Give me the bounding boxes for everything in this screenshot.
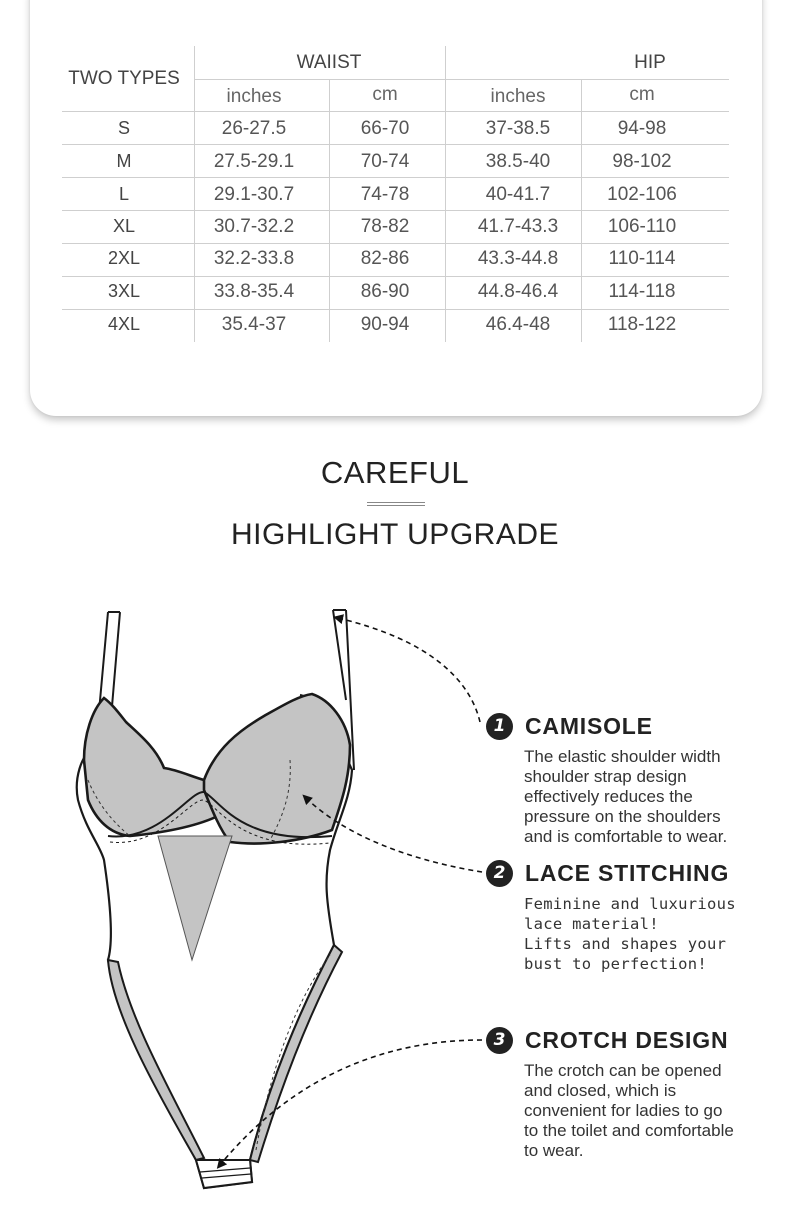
hip-inches-cell: 41.7-43.3 bbox=[477, 216, 559, 237]
careful-heading: CAREFUL bbox=[320, 455, 470, 490]
hip-inches-cell: 40-41.7 bbox=[485, 184, 551, 205]
heading-divider bbox=[367, 502, 425, 506]
waist-cm-cell: 86-90 bbox=[360, 281, 410, 302]
crotch-panel bbox=[196, 1160, 252, 1188]
size-chart-card bbox=[30, 0, 762, 416]
feature-title: CAMISOLE bbox=[525, 712, 653, 739]
waist-cm-cell: 70-74 bbox=[360, 151, 410, 172]
hip-inches-cell: 46.4-48 bbox=[485, 314, 551, 335]
waist-cm-cell: 82-86 bbox=[360, 248, 410, 269]
waist-cm-cell: 66-70 bbox=[360, 118, 410, 139]
size-cell: 4XL bbox=[107, 314, 141, 334]
hip-cm-cell: 98-102 bbox=[612, 151, 672, 172]
hip-cm-cell: 102-106 bbox=[607, 184, 677, 205]
feature-lace-stitching bbox=[486, 858, 776, 974]
table-corner-label: TWO TYPES bbox=[68, 68, 180, 89]
hip-cm-cell: 110-114 bbox=[608, 248, 676, 269]
feature-header bbox=[486, 711, 776, 741]
feature-description: The elastic shoulder width shoulder strap design effectively reduces the pressure on the shoulders and is comfortable to wear. bbox=[524, 747, 728, 846]
unit-header-hip-inches: inches bbox=[490, 86, 546, 107]
waist-inches-cell: 30.7-32.2 bbox=[213, 216, 295, 237]
feature-title: LACE STITCHING bbox=[525, 859, 730, 886]
size-cell: L bbox=[118, 184, 130, 204]
size-cell: S bbox=[117, 118, 131, 138]
unit-header-waist-inches: inches bbox=[226, 86, 282, 107]
waist-inches-cell: 29.1-30.7 bbox=[213, 184, 295, 205]
feature-crotch-design bbox=[486, 1025, 776, 1161]
feature-header bbox=[486, 858, 776, 888]
unit-header-hip-cm: cm bbox=[629, 84, 655, 105]
dashed-arrow-icon bbox=[338, 618, 480, 722]
hip-inches-cell: 44.8-46.4 bbox=[477, 281, 559, 302]
hip-cm-cell: 114-118 bbox=[608, 281, 676, 302]
waist-cm-cell: 74-78 bbox=[360, 184, 410, 205]
hip-inches-cell: 37-38.5 bbox=[485, 118, 551, 139]
hip-inches-cell: 43.3-44.8 bbox=[477, 248, 559, 269]
size-cell: 2XL bbox=[107, 248, 141, 268]
unit-header-waist-cm: cm bbox=[372, 84, 398, 105]
feature-description: Feminine and luxurious lace material! Lifts and shapes your bust to perfection! bbox=[524, 895, 736, 973]
feature-header bbox=[486, 1025, 776, 1055]
hip-cm-cell: 118-122 bbox=[607, 314, 677, 335]
hip-header: HIP bbox=[634, 52, 666, 73]
waist-inches-cell: 35.4-37 bbox=[221, 314, 287, 335]
number-badge-icon: 2 bbox=[486, 860, 513, 887]
waist-inches-cell: 33.8-35.4 bbox=[213, 281, 295, 302]
highlight-upgrade-heading: HIGHLIGHT UPGRADE bbox=[231, 518, 559, 551]
number-badge-icon: 1 bbox=[486, 713, 513, 740]
feature-title: CROTCH DESIGN bbox=[525, 1026, 729, 1053]
size-cell: M bbox=[116, 151, 132, 171]
feature-camisole bbox=[486, 711, 776, 847]
number-badge-icon: 3 bbox=[486, 1027, 513, 1054]
size-cell: 3XL bbox=[107, 281, 141, 301]
feature-description: The crotch can be opened and closed, which is convenient for ladies to go to the toilet and comfortable to wear. bbox=[524, 1061, 734, 1160]
waist-inches-cell: 27.5-29.1 bbox=[213, 151, 295, 172]
waist-inches-cell: 26-27.5 bbox=[221, 118, 287, 139]
waist-cm-cell: 78-82 bbox=[360, 216, 410, 237]
waist-cm-cell: 90-94 bbox=[360, 314, 410, 335]
hip-cm-cell: 106-110 bbox=[607, 216, 677, 237]
hip-inches-cell: 38.5-40 bbox=[485, 151, 551, 172]
waist-inches-cell: 32.2-33.8 bbox=[213, 248, 295, 269]
size-cell: XL bbox=[112, 216, 136, 236]
waist-header: WAIIST bbox=[296, 52, 362, 73]
hip-cm-cell: 94-98 bbox=[617, 118, 667, 139]
